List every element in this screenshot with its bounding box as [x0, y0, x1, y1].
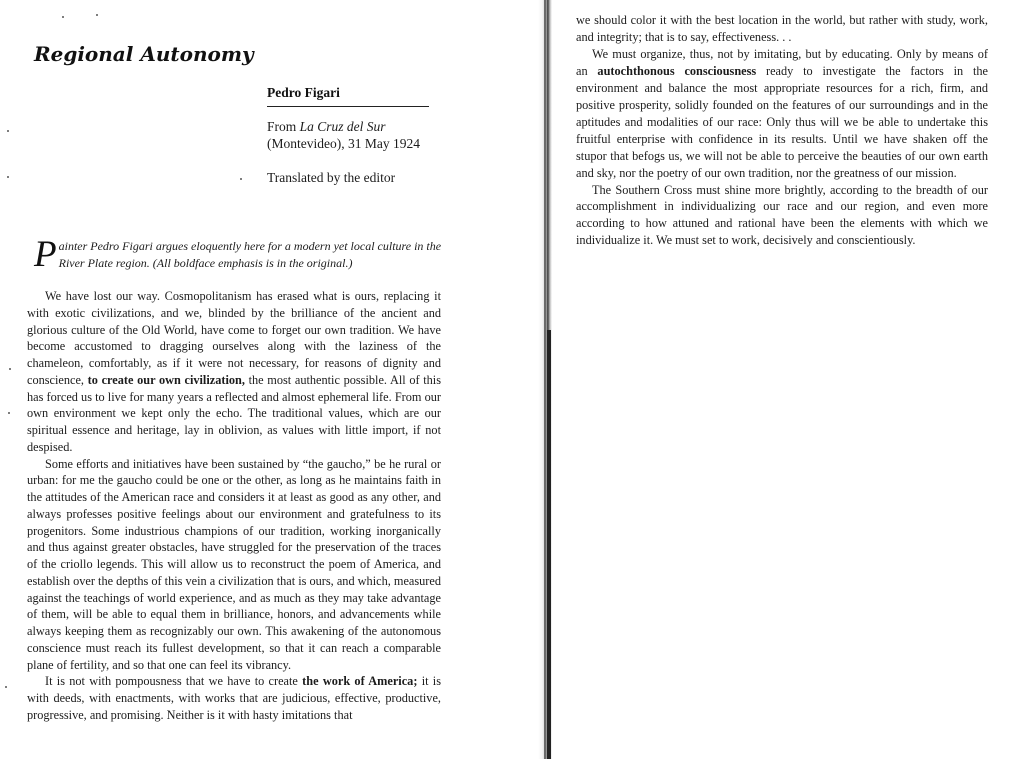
- drop-cap: P: [34, 234, 57, 275]
- author-name: Pedro Figari: [267, 85, 429, 107]
- source-prefix: From: [267, 119, 300, 134]
- scan-speck: [7, 176, 9, 178]
- scan-speck: [9, 368, 11, 370]
- left-body-text: [27, 288, 441, 724]
- paragraph: we should color it with the best location in the world, but rather with study, work, and integrity; that is to say, effectiveness. . .: [576, 13, 988, 44]
- bold-emphasis: to create our own civilization,: [87, 372, 245, 387]
- right-body-text: [576, 12, 988, 249]
- source-date: (Montevideo), 31 May 1924: [267, 136, 420, 151]
- paragraph: It is not with pompousness that we have to create the work of America; it is with deeds, with enactments, with works that are judicious, effective, productive, progressive, and promising. Neither is it with hasty imitations that: [27, 674, 441, 722]
- scan-speck: [62, 16, 64, 18]
- scan-speck: [240, 178, 242, 180]
- paragraph: We must organize, thus, not by imitating, but by educating. Only by means of an autochthonous consciousness ready to investigate the factors in the environment and balance the most appropriate resources for a rich, firm, and positive prosperity, solidly founded on the features of our surroundings and in the aptitudes and modalities of our race: Only thus will we be able to undertake this fruitful enterprise with confidence in its results. Until we have shaken off the stupor that befogs us, we will not be able to perceive the beauties of our own earth and sky, nor the poetry of our own tradition, nor the greatness of our mission.: [576, 46, 989, 180]
- editor-intro: [34, 234, 446, 275]
- scan-speck: [5, 686, 7, 688]
- translator-credit: Translated by the editor: [267, 170, 396, 185]
- intro-text: ainter Pedro Figari argues eloquently here for a modern yet local culture in the River Plate region. (All boldface emphasis is in the original.): [58, 239, 442, 270]
- paragraph: We have lost our way. Cosmopolitanism has erased what is ours, replacing it with exotic civilizations, and we, blinded by the brilliance of the ancient and glorious culture of the Old World, have come to forget our own tradition. We have become accustomed to dragging ourselves along with the laziness of the chameleon, comfortably, as if it were not necessary, for reasons of dignity and conscience, to create our own civilization, the most authentic possible. All of this has forced us to live for many years a reflected and almost ephemeral life. From our own environment we kept only the echo. The traditional values, which are our spiritual essence and heritage, lay in oblivion, as values with little import, if not despised.: [27, 289, 441, 454]
- right-page: [551, 0, 1024, 759]
- article-title: Regional Autonomy: [34, 42, 254, 66]
- bold-emphasis: the work of America;: [302, 674, 418, 689]
- paragraph: Some efforts and initiatives have been sustained by “the gaucho,” be he rural or urban: for me the gaucho could be one or the other, as long as he maintains faith in the attitudes of the American race and considers it at least as good as any other, and always professes positive feelings about our environment and gratefulness to its progenitors. Some industrious champions of our tradition, working inorganically and thus against greater obstacles, have struggled for the preservation of the traces of the criollo legends. This will allow us to reconstruct the poem of America, and establish over the depths of this vein a civilization that is ours, and which, measured against the teachings of world experience, and as much as they may take advantage of them, will be able to equal them in brilliance, honors, and advancements while always keeping them as recognizably our own. This awakening of the autonomous conscience must reach its fullest development, so that it can reach a comparable plane of fertility, and so that one can feel its vibrancy.: [27, 456, 441, 672]
- scan-speck: [8, 412, 10, 414]
- scan-speck: [7, 130, 9, 132]
- source-citation: [267, 118, 467, 152]
- publication-name: La Cruz del Sur: [299, 119, 386, 134]
- spine-line: [544, 0, 546, 759]
- scan-speck: [96, 14, 98, 16]
- bold-emphasis: autochthonous consciousness: [597, 63, 757, 78]
- paragraph: The Southern Cross must shine more brightly, according to the breadth of our accomplishment in individualizing our race and our region, and even more according to how attuned and rational have been the elements with which we individualize it. We must set to work, decisively and conscientiously.: [576, 182, 988, 248]
